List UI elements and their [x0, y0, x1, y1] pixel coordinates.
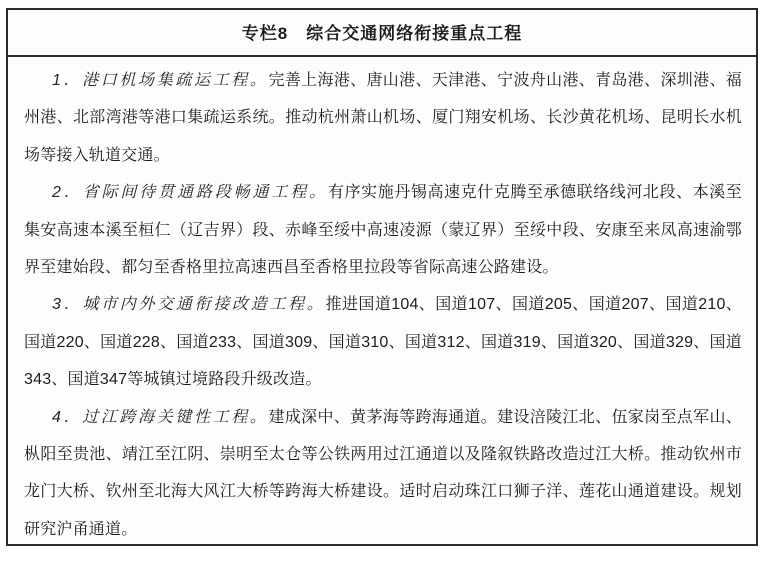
paragraph-4-text: 建成深中、黄茅海等跨海通道。建设涪陵江北、伍家岗至点军山、枞阳至贵池、靖江至江阴、崇明至太仓等公铁两用过江通道以及隆叙铁路改造过江大桥。推动钦州市龙门大桥、钦州至北海大风江大桥等跨海大桥建设。适时启动珠江口狮子洋、莲花山通道建设。规划研究沪甬通道。	[24, 408, 742, 538]
paragraph-3-lead: 3．城市内外交通衔接改造工程。	[52, 296, 326, 314]
panel-title: 专栏8 综合交通网络衔接重点工程	[8, 10, 756, 57]
panel-body	[8, 57, 756, 548]
paragraph-3-text: 推进国道104、国道107、国道205、国道207、国道210、国道220、国道228、国道233、国道309、国道310、国道312、国道319、国道320、国道329、国道343、国道347等城镇过境路段升级改造。	[24, 296, 742, 389]
paragraph-1-lead: 1．港口机场集疏运工程。	[52, 72, 269, 89]
paragraph-2-text: 有序实施丹锡高速克什克腾至承德联络线河北段、本溪至集安高速本溪至桓仁（辽吉界）段、赤峰至绥中高速凌源（蒙辽界）至绥中段、安康至来凤高速渝鄂界至建始段、都匀至香格里拉高速西昌至香格里拉段等省际高速公路建设。	[24, 184, 742, 277]
paragraph-1-text: 完善上海港、唐山港、天津港、宁波舟山港、青岛港、深圳港、福州港、北部湾港等港口集疏运系统。推动杭州萧山机场、厦门翔安机场、长沙黄花机场、昆明长水机场等接入轨道交通。	[24, 72, 742, 164]
paragraph-4-lead: 4．过江跨海关键性工程。	[52, 408, 269, 426]
paragraph-4	[24, 399, 742, 549]
paragraph-3	[24, 286, 742, 398]
paragraph-1	[24, 62, 742, 174]
paragraph-2-lead: 2．省际间待贯通路段畅通工程。	[52, 184, 329, 202]
highlight-box-panel	[6, 8, 758, 546]
paragraph-2	[24, 174, 742, 286]
